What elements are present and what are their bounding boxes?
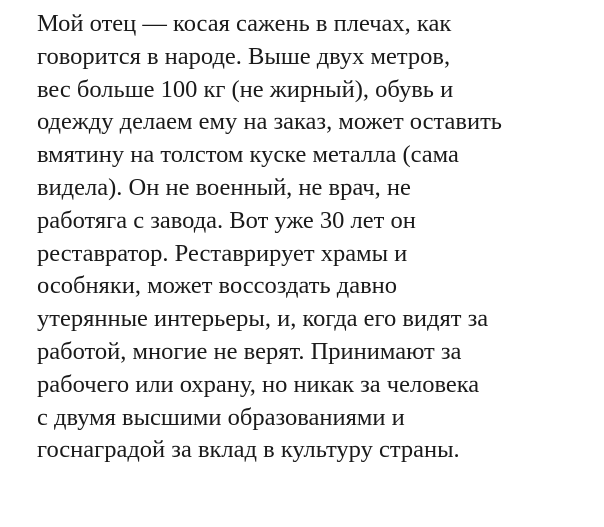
text-line: работяга с завода. Вот уже 30 лет он: [37, 206, 416, 234]
text-line: видела). Он не военный, не врач, не: [37, 173, 411, 201]
story-text: [37, 8, 602, 467]
text-line: Мой отец — косая сажень в плечах, как: [37, 10, 452, 37]
text-line: реставратор. Реставрирует храмы и: [37, 239, 408, 267]
text-line: одежду делаем ему на заказ, может оставить: [37, 108, 502, 136]
text-line: с двумя высшими образованиями и: [37, 403, 405, 431]
text-line: утерянные интерьеры, и, когда его видят за: [37, 305, 489, 333]
text-line: работой, многие не верят. Принимают за: [37, 337, 462, 365]
text-line: говорится в народе. Выше двух метров,: [37, 42, 451, 70]
text-line: рабочего или охрану, но никак за человека: [37, 370, 480, 398]
text-line: госнаградой за вклад в культуру страны.: [37, 436, 460, 464]
text-line: особняки, может воссоздать давно: [37, 272, 398, 300]
text-line: вес больше 100 кг (не жирный), обувь и: [37, 75, 454, 103]
text-line: вмятину на толстом куске металла (сама: [37, 141, 459, 169]
